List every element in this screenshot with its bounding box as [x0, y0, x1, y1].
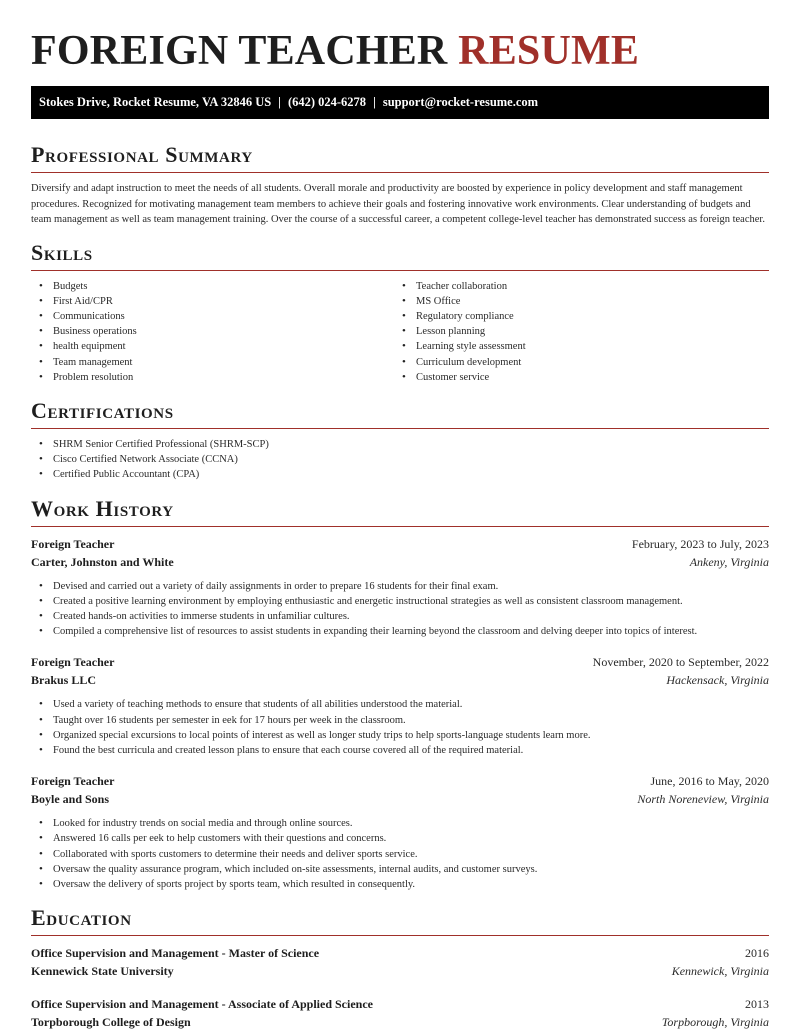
job-dates: February, 2023 to July, 2023 [631, 536, 769, 551]
job-bullet: • Collaborated with sports customers to determine their needs and deliver sports service. [31, 847, 769, 862]
education-entry [31, 944, 769, 980]
job-bullets [31, 816, 769, 892]
education-year: 2013 [745, 997, 769, 1012]
skill-item: • Lesson planning [394, 324, 757, 339]
contact-address: Stokes Drive, Rocket Resume, VA 32846 US [39, 95, 272, 109]
skills-columns [31, 279, 769, 385]
education-school-row [31, 1013, 769, 1031]
skills-heading: Skills [31, 239, 93, 265]
skill-item: • Communications [31, 309, 394, 324]
education-degree: Office Supervision and Management - Master of Science [31, 946, 320, 961]
job-company: Brakus LLC [31, 673, 97, 688]
skill-item: • Customer service [394, 370, 757, 385]
job-entry [31, 535, 769, 640]
job-location: North Noreneview, Virginia [637, 792, 769, 807]
job-bullet: • Oversaw the quality assurance program, which included on-site assessments, internal audits, and customer surveys. [31, 862, 769, 877]
education-section [31, 905, 769, 1031]
job-location: Ankeny, Virginia [689, 554, 769, 569]
certification-item: • Cisco Certified Network Associate (CCNA) [31, 452, 769, 467]
education-year: 2016 [745, 946, 769, 961]
job-bullet: • Organized special excursions to local points of interest as well as longer study trips to help sports-language students learn more. [31, 728, 769, 743]
contact-phone[interactable]: (642) 024-6278 [287, 95, 367, 109]
contact-separator: | [278, 95, 281, 109]
skill-item: • First Aid/CPR [31, 294, 394, 309]
job-dates: November, 2020 to September, 2022 [592, 655, 769, 670]
section-divider [31, 935, 769, 936]
job-title: Foreign Teacher [31, 536, 115, 551]
education-school: Torpborough College of Design [31, 1015, 191, 1030]
work-history-heading: Work History [31, 495, 174, 521]
summary-text: Diversify and adapt instruction to meet the needs of all students. Overall morale and productivity are boosted by experience in policy development and staff management procedures. Recognized for motivating management team members to achieve their goals and fostering innovative work environments. Clear understanding of budgets and team management as well as team management training. Over the course of a successful career, a competent college-level teacher has demonstrated success as foreign teacher. [31, 183, 765, 225]
skills-right-list [394, 279, 757, 385]
skill-item: • Business operations [31, 324, 394, 339]
job-company-row [31, 790, 769, 808]
skill-item: • Team management [31, 355, 394, 370]
skill-item: • MS Office [394, 294, 757, 309]
education-school-row [31, 962, 769, 980]
job-header-row [31, 535, 769, 553]
job-bullet: • Oversaw the delivery of sports project by sports team, which resulted in consequently. [31, 877, 769, 892]
job-bullet: • Created a positive learning environment by employing enthusiastic and energetic instructional strategies as well as consistent classroom management. [31, 594, 769, 609]
job-location: Hackensack, Virginia [666, 673, 769, 688]
job-entry [31, 772, 769, 892]
education-location: Kennewick, Virginia [671, 964, 769, 979]
skill-item: • Budgets [31, 279, 394, 294]
education-header-row [31, 995, 769, 1013]
job-bullets [31, 579, 769, 640]
certifications-section [31, 398, 769, 483]
job-company: Boyle and Sons [31, 792, 110, 807]
job-header-row [31, 653, 769, 671]
education-heading: Education [31, 905, 132, 931]
job-company: Carter, Johnston and White [31, 554, 174, 569]
job-dates: June, 2016 to May, 2020 [650, 774, 769, 789]
job-bullet: • Compiled a comprehensive list of resources to assist students in expanding their learning beyond the classroom and delving deeper into topics of interest. [31, 624, 769, 639]
title-accent: RESUME [458, 28, 640, 74]
title-main: FOREIGN TEACHER [31, 28, 448, 74]
skill-item: • Teacher collaboration [394, 279, 757, 294]
job-bullet: • Taught over 16 students per semester in eek for 17 hours per week in the classroom. [31, 713, 769, 728]
section-divider [31, 526, 769, 527]
skill-item: • health equipment [31, 339, 394, 354]
job-bullet: • Created hands-on activities to immerse students in unfamiliar cultures. [31, 609, 769, 624]
summary-heading: Professional Summary [31, 142, 253, 167]
certifications-heading: Certifications [31, 397, 174, 423]
skill-item: • Learning style assessment [394, 339, 757, 354]
job-company-row [31, 671, 769, 689]
education-school: Kennewick State University [31, 964, 174, 979]
education-location: Torpborough, Virginia [661, 1015, 769, 1030]
job-company-row [31, 553, 769, 571]
education-degree: Office Supervision and Management - Associate of Applied Science [31, 997, 373, 1012]
job-bullet: • Devised and carried out a variety of daily assignments in order to prepare 16 students for their final exam. [31, 579, 769, 594]
certification-item: • Certified Public Accountant (CPA) [31, 467, 769, 482]
certifications-list [31, 437, 769, 483]
skills-left-list [31, 279, 394, 385]
section-divider [31, 172, 769, 173]
job-title: Foreign Teacher [31, 655, 115, 670]
job-bullet: • Answered 16 calls per eek to help customers with their questions and concerns. [31, 831, 769, 846]
job-bullet: • Looked for industry trends on social media and through online sources. [31, 816, 769, 831]
resume-title [31, 0, 769, 74]
job-title: Foreign Teacher [31, 774, 115, 789]
job-bullets [31, 697, 769, 758]
job-bullet: • Used a variety of teaching methods to ensure that students of all abilities understood the material. [31, 697, 769, 712]
section-divider [31, 428, 769, 429]
skill-item: • Curriculum development [394, 355, 757, 370]
education-header-row [31, 944, 769, 962]
contact-separator: | [373, 95, 376, 109]
skill-item: • Problem resolution [31, 370, 394, 385]
contact-bar [31, 86, 769, 119]
work-history-section [31, 496, 769, 893]
contact-email[interactable]: support@rocket-resume.com [382, 95, 539, 109]
job-header-row [31, 772, 769, 790]
job-bullet: • Found the best curricula and created lesson plans to ensure that each course covered all of the required material. [31, 743, 769, 758]
job-entry [31, 653, 769, 758]
summary-section [31, 142, 769, 228]
skill-item: • Regulatory compliance [394, 309, 757, 324]
skills-section [31, 240, 769, 385]
education-entry [31, 995, 769, 1031]
section-divider [31, 270, 769, 271]
certification-item: • SHRM Senior Certified Professional (SHRM-SCP) [31, 437, 769, 452]
